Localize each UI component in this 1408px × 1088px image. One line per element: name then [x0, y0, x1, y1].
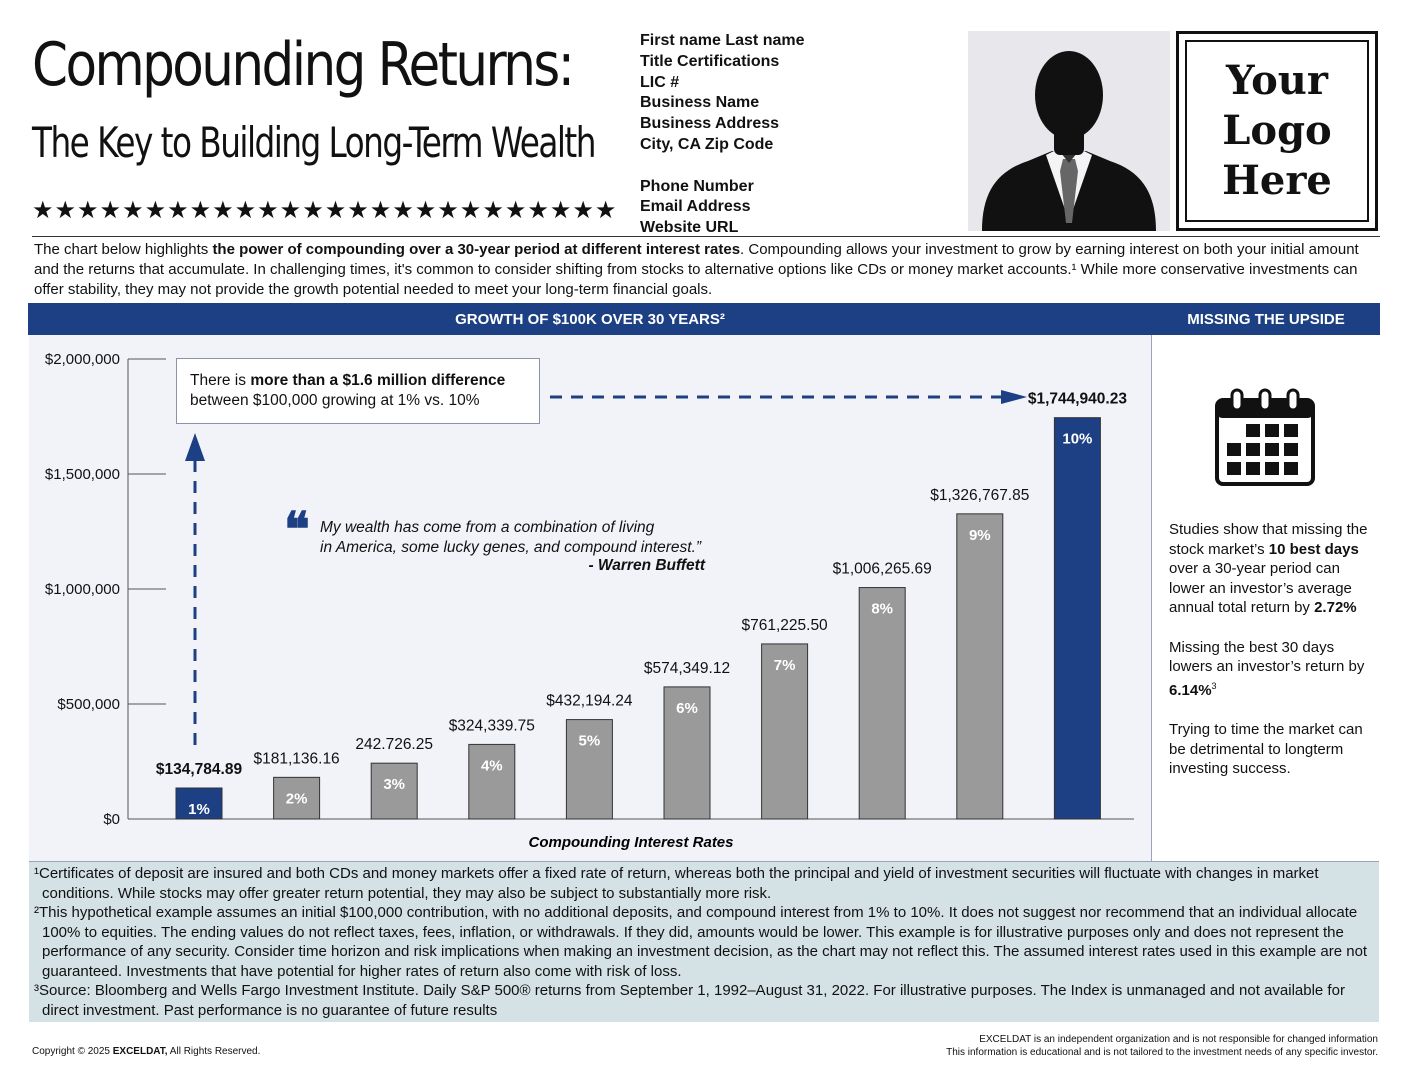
logo-line: Your	[1226, 57, 1328, 104]
header-divider	[32, 236, 1380, 237]
page-subtitle: The Key to Building Long-Term Wealth	[32, 118, 595, 167]
intro-text: . Compounding allows your investment to grow by earning interest on both your initial amount and the returns that accumulate. In challenging times, it's common to consider shifting from stocks to alternative options like CDs or money market accounts.¹ While more conservative investments can offer stability, they may not provide the growth potential needed to meet your long-term financial goals.	[34, 241, 1359, 298]
side-paragraph	[1169, 520, 1379, 618]
contact-website: Website URL	[640, 219, 739, 237]
logo-line: Logo	[1222, 107, 1332, 154]
callout-bold-text: more than a $1.6 million difference	[250, 372, 506, 389]
disclaimer-line: This information is educational and is not tailored to the investment needs of any specific investor.	[946, 1047, 1378, 1058]
contact-business-name: Business Name	[640, 94, 760, 112]
bar-value-label: $761,225.50	[741, 616, 828, 634]
bar-category-label: 7%	[773, 656, 796, 674]
side-text-span: Missing the best 30 days lowers an investor’s return by	[1169, 638, 1365, 676]
logo-placeholder	[1176, 31, 1378, 231]
y-tick-label: $0	[103, 811, 120, 828]
star-divider: ★★★★★★★★★★★★★★★★★★★★★★★★★★	[32, 196, 618, 224]
bar-value-label: $574,349.12	[643, 659, 731, 677]
contact-email: Email Address	[640, 198, 751, 216]
buffett-quote	[320, 518, 701, 557]
bar-category-label: 8%	[871, 600, 894, 618]
footnote-2: ²This hypothetical example assumes an initial $100,000 contribution, with no additional deposits, and compound interest from 1% to 10%. It does not suggest nor recommend that an individual allocate 100% to equities. The ending values do not reflect taxes, fees, inflation, or withdrawals. If they did, amounts would be lower. This example is for illustrative purposes only and does not represent the performance of any security. Consider time horizon and risk implications when making an investment decision, as the chart may not reflect this. The assumed interest rates used in this example are not guaranteed. Investments that have potential for higher rates of return also come with risk of loss.	[34, 904, 1368, 980]
x-axis-label: Compounding Interest Rates	[528, 834, 734, 851]
logo-line: Here	[1222, 157, 1332, 204]
bar-9pct	[957, 514, 1003, 819]
bar-10pct	[1054, 418, 1100, 819]
contact-title: Title Certifications	[640, 52, 780, 70]
side-text-span: over a 30-year period can lower an investor’s average annual total return by	[1169, 560, 1352, 617]
side-bold: 2.72%	[1314, 599, 1357, 617]
bar-category-label: 2%	[285, 790, 308, 808]
contact-lic: LIC #	[640, 73, 680, 91]
bar-category-label: 9%	[968, 526, 991, 544]
calendar-icon	[1214, 388, 1316, 488]
callout-text: between $100,000 growing at 1% vs. 10%	[190, 392, 480, 409]
bar-8pct	[859, 588, 905, 819]
bar-value-label: $432,194.24	[546, 692, 633, 710]
person-silhouette-icon	[968, 31, 1170, 231]
bar-category-label: 1%	[188, 800, 210, 818]
copyright	[32, 1046, 260, 1057]
arrow-up-icon	[185, 433, 205, 461]
footnote-ref: 3	[1211, 680, 1217, 691]
bar-value-label: $324,339.75	[448, 717, 535, 735]
contact-block	[640, 31, 805, 239]
footnote-3: ³Source: Bloomberg and Wells Fargo Investment Institute. Daily S&P 500® returns from September 1, 1992–August 31, 2022. For illustrative purposes. The Index is unmanaged and not available for direct investment. Past performance is no guarantee of future results	[34, 982, 1345, 1019]
disclaimer	[946, 1033, 1378, 1059]
side-bold: 10 best days	[1268, 540, 1359, 558]
disclaimer-line: EXCELDAT is an independent organization and is not responsible for changed information	[979, 1034, 1378, 1045]
y-tick-label: $1,000,000	[44, 581, 120, 598]
quote-author: - Warren Buffett	[588, 557, 705, 574]
difference-callout	[176, 358, 540, 424]
y-tick-label: $500,000	[57, 696, 120, 713]
intro-paragraph	[34, 240, 1380, 300]
quote-line: in America, some lucky genes, and compound interest.”	[320, 538, 702, 556]
y-tick-label: $2,000,000	[44, 351, 120, 368]
contact-name: First name Last name	[640, 32, 805, 49]
callout-text: There is	[190, 372, 251, 389]
contact-business-address: Business Address	[640, 115, 780, 133]
bar-value-label: $1,006,265.69	[832, 560, 932, 578]
bar-category-label: 5%	[578, 732, 601, 750]
bar-category-label: 3%	[383, 776, 406, 794]
bar-4pct	[469, 744, 515, 819]
quote-mark-icon: ❝	[284, 502, 310, 558]
bar-value-label: $134,784.89	[155, 760, 243, 778]
bar-category-label: 6%	[676, 699, 698, 717]
bar-value-label: $1,744,940.23	[1027, 390, 1127, 408]
copyright-brand: EXCELDAT,	[112, 1046, 168, 1057]
quote-line: My wealth has come from a combination of living	[320, 519, 655, 536]
bar-value-label: $181,136.16	[253, 750, 340, 768]
bar-value-label: $1,326,767.85	[930, 486, 1030, 504]
chart-heading: GROWTH OF $100K OVER 30 YEARS²	[455, 310, 725, 328]
intro-bold-text: the power of compounding over a 30-year period at different interest rates	[212, 241, 741, 258]
bar-category-label: 4%	[480, 757, 503, 775]
page-title: Compounding Returns:	[32, 30, 573, 100]
side-text-span: Studies show that missing the stock market’s	[1169, 521, 1368, 558]
arrow-right-icon	[1001, 390, 1027, 404]
y-tick-label: $1,500,000	[44, 466, 120, 483]
bar-value-label: 242.726.25	[355, 736, 433, 754]
copyright-text: All Rights Reserved.	[167, 1046, 261, 1057]
side-bold: 6.14%	[1169, 681, 1212, 699]
footnote-1: ¹Certificates of deposit are insured and both CDs and money markets offer a fixed rate of return, whereas both the principal and yield of investment securities will fluctuate with changes in market conditions. While stocks may offer greater return potential, they may also be subject to substantially more risk.	[34, 865, 1319, 902]
side-heading: MISSING THE UPSIDE	[1187, 310, 1345, 328]
headshot-placeholder	[968, 31, 1170, 231]
side-text	[1169, 520, 1379, 798]
bar-category-label: 10%	[1062, 430, 1093, 448]
intro-text: The chart below highlights	[34, 241, 213, 258]
contact-city: City, CA Zip Code	[640, 135, 774, 153]
side-paragraph: Trying to time the market can be detrimental to longterm investing success.	[1169, 720, 1363, 778]
contact-phone: Phone Number	[640, 177, 754, 195]
copyright-text: Copyright © 2025	[32, 1046, 113, 1057]
side-paragraph	[1169, 638, 1379, 701]
